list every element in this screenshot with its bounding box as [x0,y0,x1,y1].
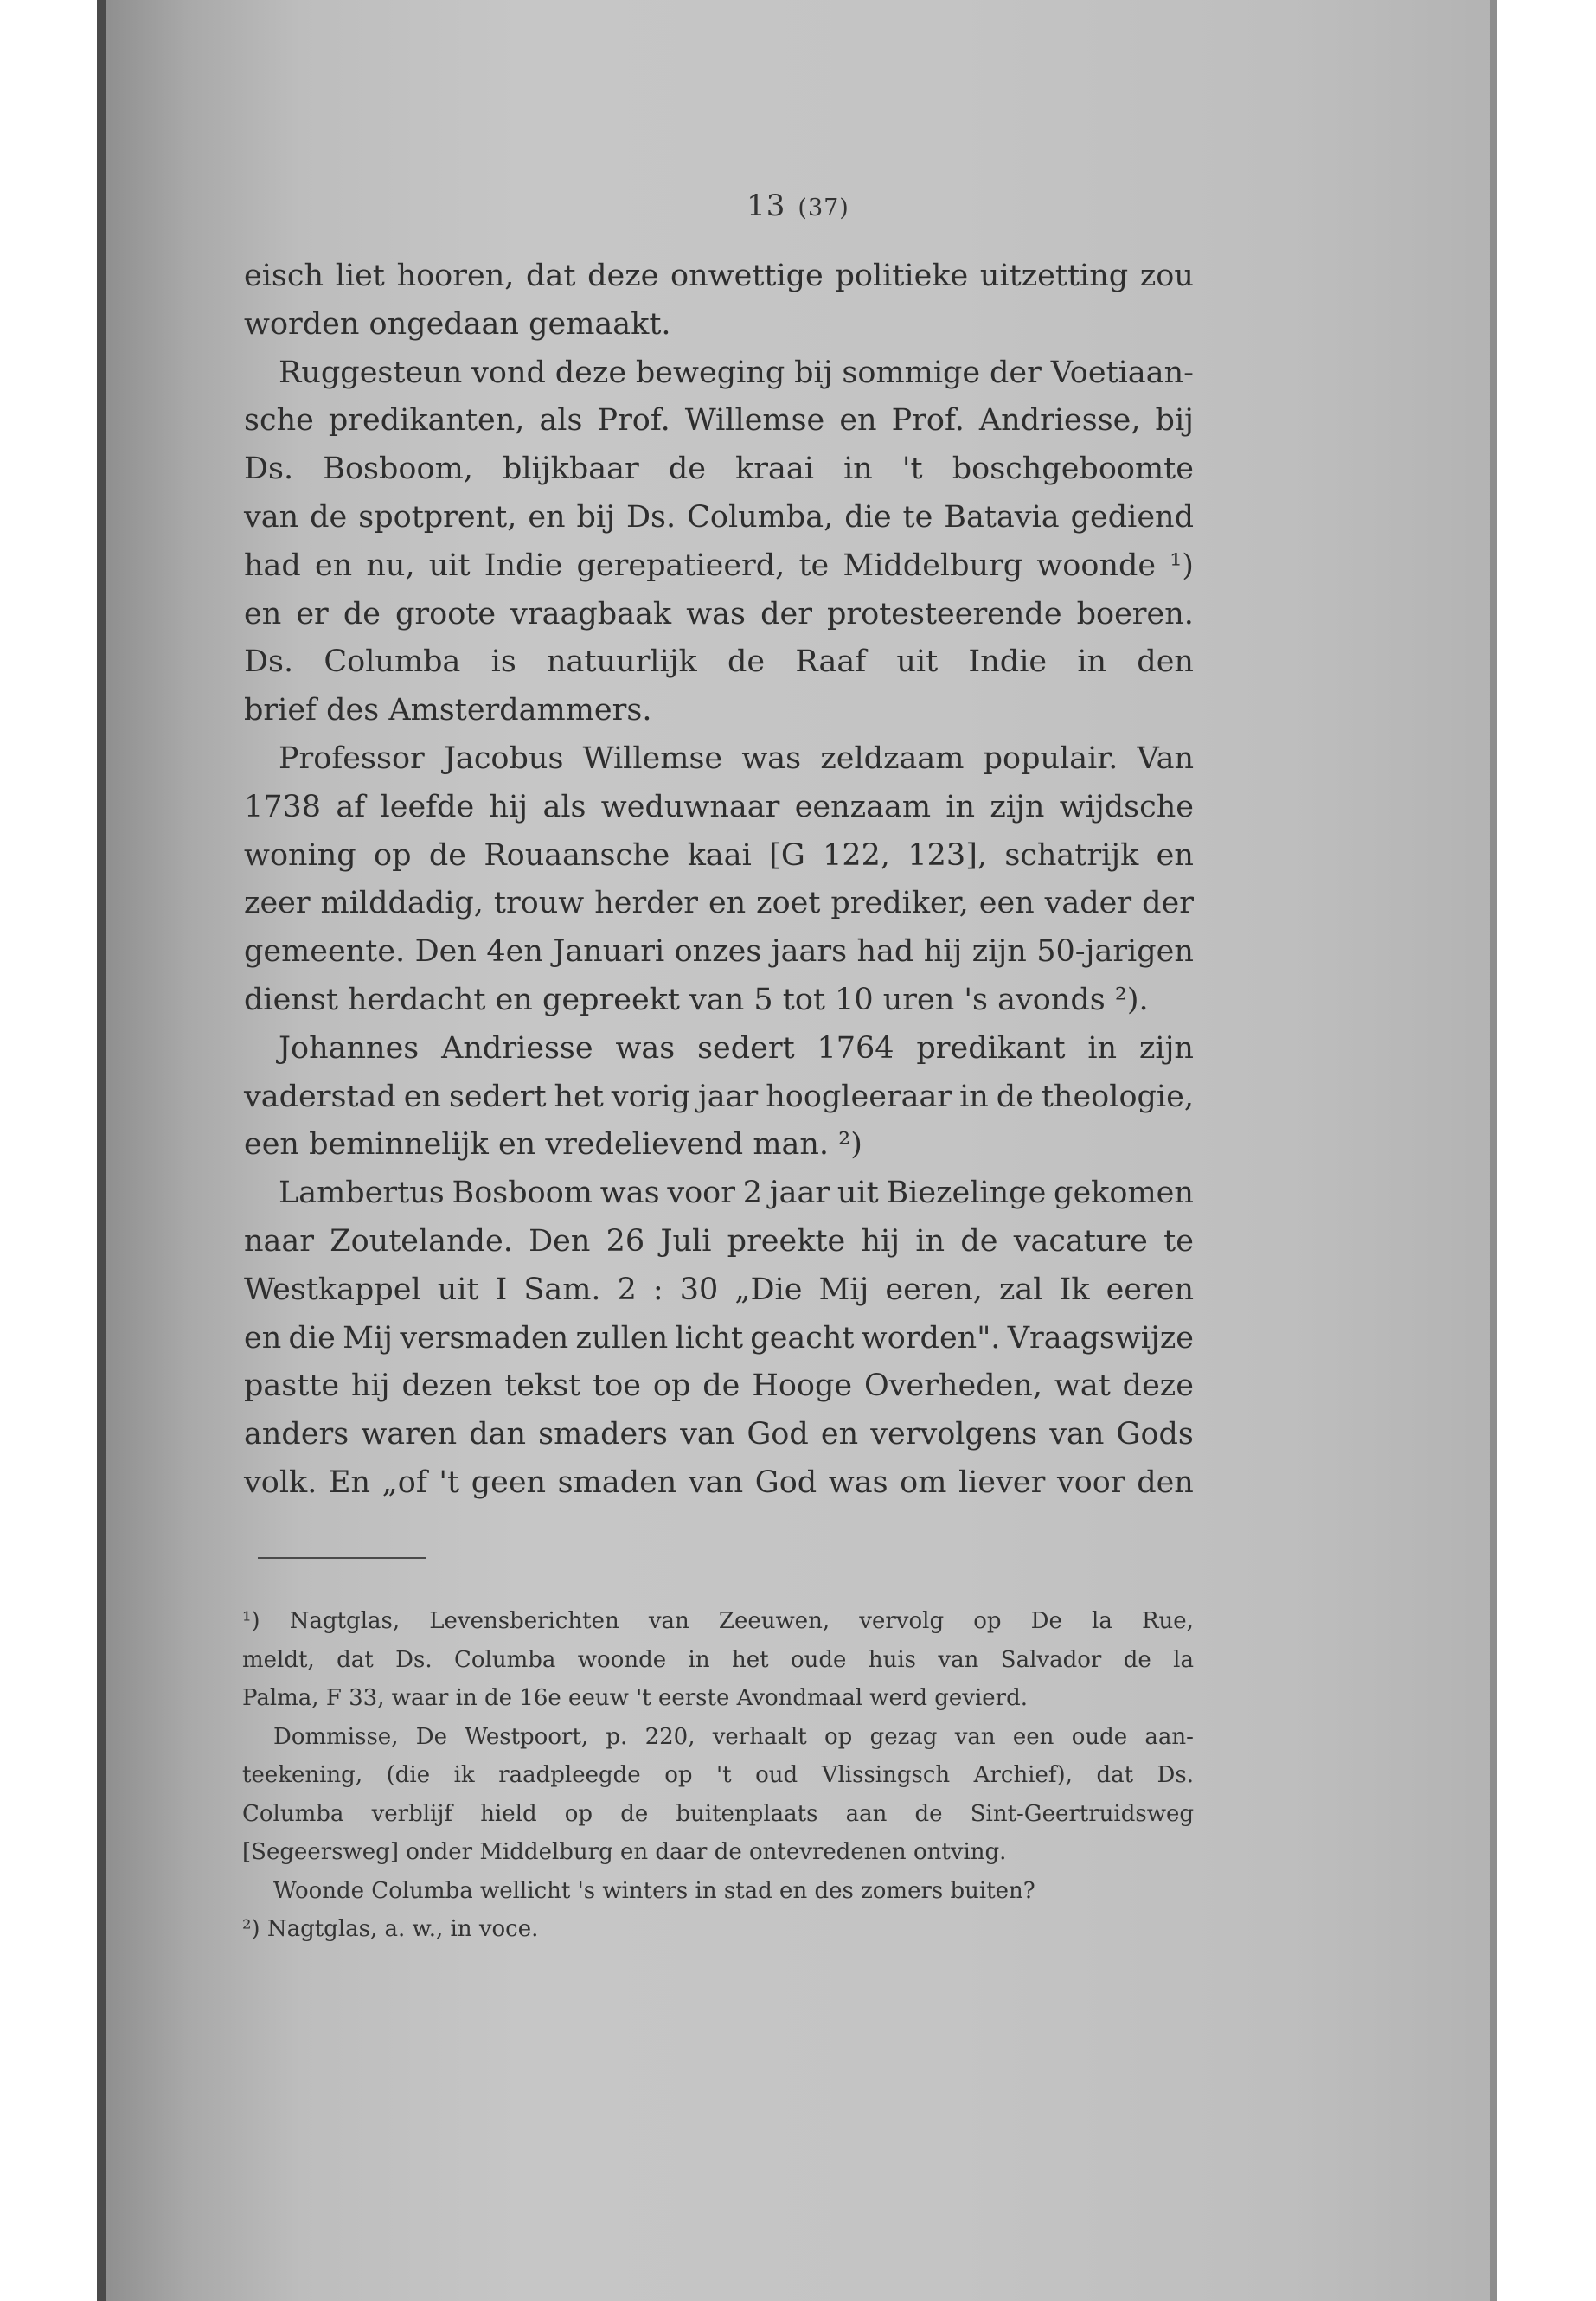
text-line: anders waren dan smaders van God en vervolgens van Gods [244,1417,1194,1452]
text-line: naar Zoutelande. Den 26 Juli preekte hij in de vacature te [244,1223,1194,1259]
text-line: Lambertus Bosboom was voor 2 jaar uit Biezelinge gekomen [279,1176,1194,1211]
text-line: eisch liet hooren, dat deze onwettige politieke uitzetting zou [244,259,1194,293]
paragraph [244,253,1194,349]
footnote-line: teekening, (die ik raadpleegde op 't oud Vlissingsch Archief), dat Ds. [242,1762,1194,1788]
text-line: brief des Amsterdammers. [244,693,652,728]
text-line: en er de groote vraagbaak was der protesteerende boeren. [244,596,1194,631]
text-line: van de spotprent, en bij Ds. Columba, die te Batavia gediend [244,499,1194,535]
text-line: Ruggesteun vond deze beweging bij sommige der Voetiaan- [279,355,1194,390]
text-line: en die Mij versmaden zullen licht geacht worden". Vraagswijze [244,1320,1194,1356]
footnote-line: Dommisse, De Westpoort, p. 220, verhaalt op gezag van een oude aan- [273,1723,1194,1750]
footnote-line: meldt, dat Ds. Columba woonde in het oude huis van Salvador de la [242,1646,1194,1673]
paragraph [244,735,1194,1025]
page-number [0,189,1596,223]
text-line: Ds. Columba is natuurlijk de Raaf uit Indie in den [244,644,1194,680]
text-line: woning op de Rouaansche kaai [G 122, 123], schatrijk en [244,837,1194,873]
text-line: Johannes Andriesse was sedert 1764 predikant in zijn [279,1030,1194,1066]
footnotes [242,1602,1194,1949]
footnote-line: ¹) Nagtglas, Levensberichten van Zeeuwen, vervolg op De la Rue, [242,1608,1194,1634]
text-line: gemeente. Den 4en Januari onzes jaars had hij zijn 50-jarigen [244,934,1194,970]
text-line: dienst herdacht en gepreekt van 5 tot 10 uren 's avonds ²). [244,982,1149,1017]
text-line: Westkappel uit I Sam. 2 : 30 „Die Mij eeren, zal Ik eeren [244,1272,1194,1307]
footnote-rule [258,1557,426,1559]
text-line: pastte hij dezen tekst toe op de Hooge Overheden, wat deze [244,1368,1194,1404]
footnote-line: [Segeersweg] onder Middelburg en daar de ontevredenen ontving. [242,1839,1007,1865]
text-line: vaderstad en sedert het vorig jaar hoogleeraar in de theologie, [244,1079,1194,1114]
footnote-line: Palma, F 33, waar in de 16e eeuw 't eerste Avondmaal werd gevierd. [242,1685,1029,1711]
footnote-line: ²) Nagtglas, a. w., in voce. [242,1916,539,1942]
page-edge-shadow [1490,0,1497,2301]
footnote-line: Woonde Columba wellicht 's winters in stad en des zomers buiten? [273,1877,1035,1904]
text-line: sche predikanten, als Prof. Willemse en Prof. Andriesse, bij [244,403,1194,439]
scan-margin-right [1497,0,1596,2301]
paragraph [244,1170,1194,1508]
text-line: worden ongedaan gemaakt. [244,306,671,342]
text-line: zeer milddadig, trouw herder en zoet prediker, een vader der [244,886,1194,921]
text-line: 1738 af leefde hij als weduwnaar eenzaam in zijn wijdsche [244,789,1194,824]
paragraph [244,349,1194,735]
page-number-alt: (37) [798,195,849,221]
text-line: volk. En „of 't geen smaden van God was om liever voor den [244,1465,1194,1500]
text-line: een beminnelijk en vredelievend man. ²) [244,1127,862,1163]
paragraph [244,1025,1194,1170]
body-text [244,253,1194,1508]
footnote-line: Columba verblijf hield op de buitenplaats aan de Sint-Geertruidsweg [242,1800,1194,1827]
text-line: Professor Jacobus Willemse was zeldzaam populair. Van [279,740,1194,776]
text-line: Ds. Bosboom, blijkbaar de kraai in 't boschgeboomte [244,452,1194,487]
page-number-main: 13 [747,189,786,223]
text-line: had en nu, uit Indie gerepatieerd, te Middelburg woonde ¹) [244,548,1194,583]
scan-margin-left [0,0,97,2301]
scan-binding-stripe [97,0,106,2301]
